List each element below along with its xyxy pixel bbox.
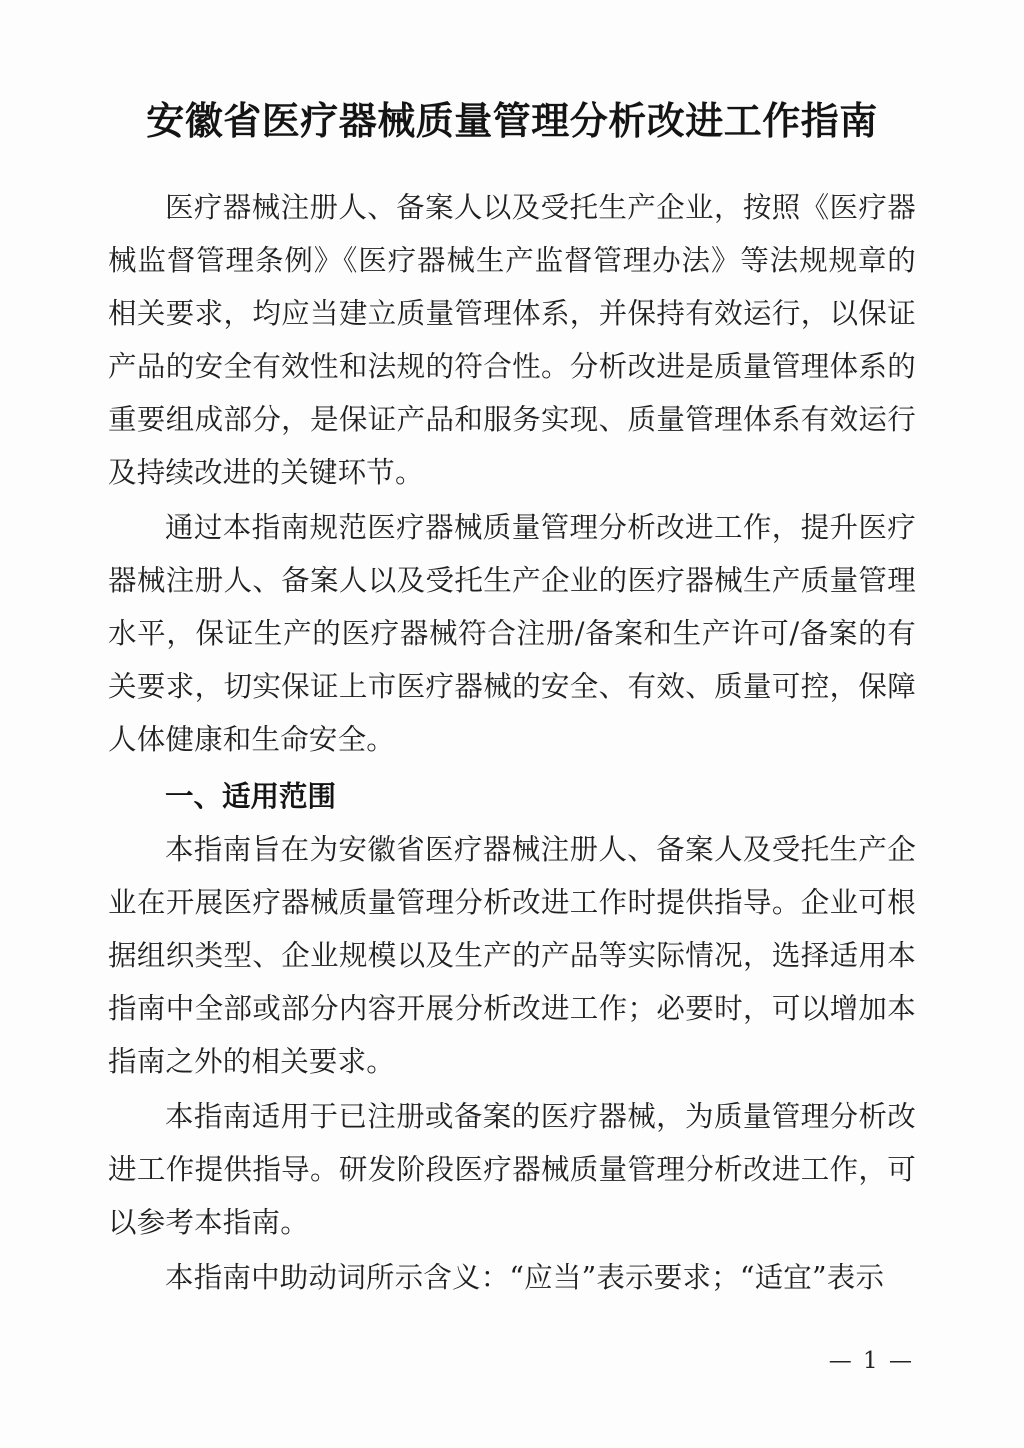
paragraph-scope-3: 本指南中助动词所示含义：“应当”表示要求；“适宜”表示 bbox=[165, 1261, 885, 1295]
paragraph-intro-2: 通过本指南规范医疗器械质量管理分析改进工作，提升医疗器械注册人、备案人以及受托生产企业的医疗器械生产质量管理水平，保证生产的医疗器械符合注册/备案和生产许可/备案的有关要求，切实保证上市医疗器械的安全、有效、质量可控，保障人体健康和生命安全。 bbox=[108, 511, 916, 757]
paragraph-scope-2: 本指南适用于已注册或备案的医疗器械，为质量管理分析改进工作提供指导。研发阶段医疗器械质量管理分析改进工作，可以参考本指南。 bbox=[108, 1100, 916, 1240]
document-body bbox=[108, 96, 916, 1306]
paragraph-scope-1: 本指南旨在为安徽省医疗器械注册人、备案人及受托生产企业在开展医疗器械质量管理分析改进工作时提供指导。企业可根据组织类型、企业规模以及生产的产品等实际情况，选择适用本指南中全部或部分内容开展分析改进工作；必要时，可以增加本指南之外的相关要求。 bbox=[108, 833, 916, 1079]
paragraph-intro-1: 医疗器械注册人、备案人以及受托生产企业，按照《医疗器械监督管理条例》《医疗器械生产监督管理办法》等法规规章的相关要求，均应当建立质量管理体系，并保持有效运行，以保证产品的安全有效性和法规的符合性。分析改进是质量管理体系的重要组成部分，是保证产品和服务实现、质量管理体系有效运行及持续改进的关键环节。 bbox=[108, 191, 916, 490]
page-title: 安徽省医疗器械质量管理分析改进工作指南 bbox=[146, 99, 878, 143]
page-number: — 1 — bbox=[828, 1348, 914, 1374]
section-heading-scope: 一、适用范围 bbox=[165, 780, 337, 814]
